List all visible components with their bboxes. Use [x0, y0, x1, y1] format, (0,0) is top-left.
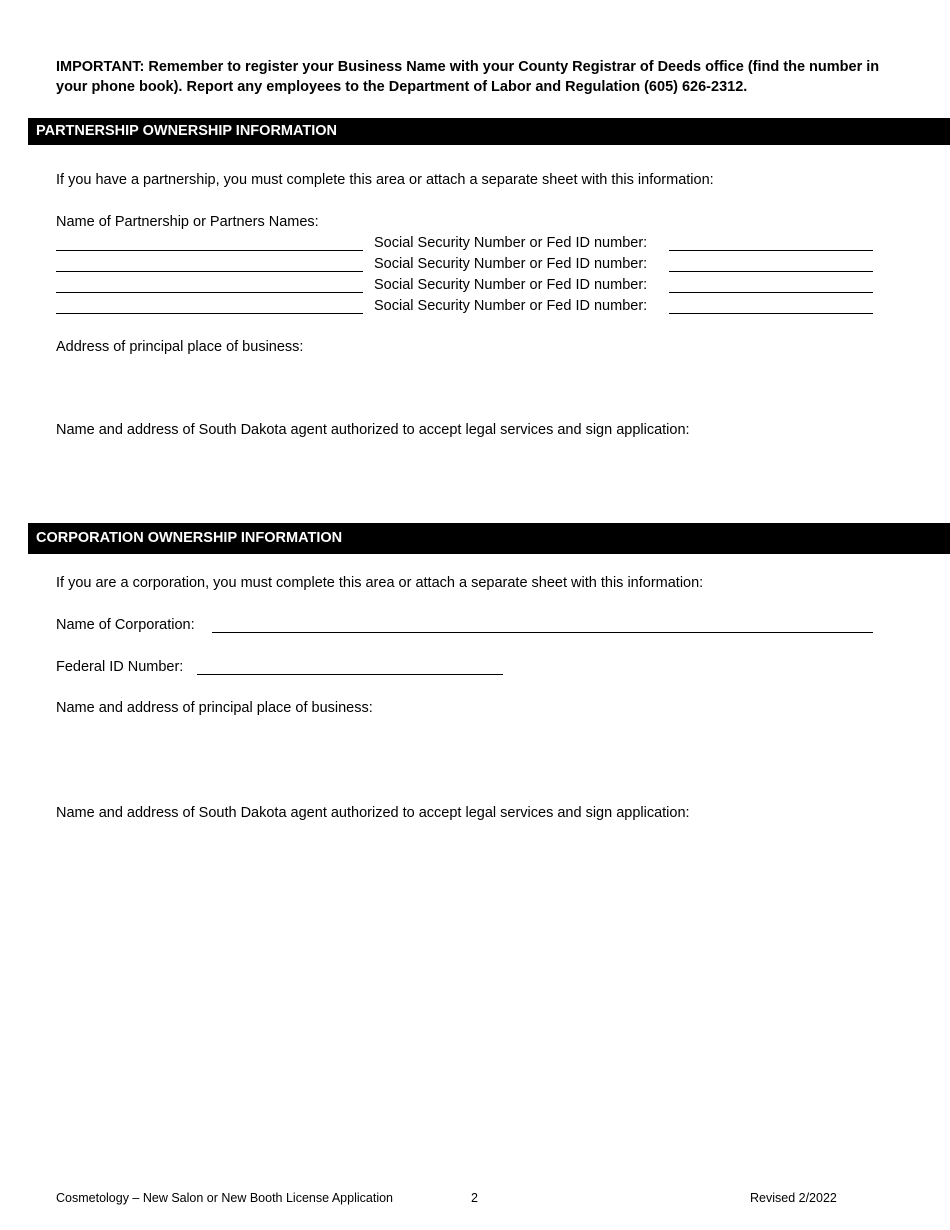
footer-page-number: 2	[471, 1191, 478, 1205]
partner-name-field-4[interactable]	[56, 313, 363, 314]
partner-ssn-field-3[interactable]	[669, 292, 873, 293]
partner-ssn-label-1: Social Security Number or Fed ID number:	[374, 235, 648, 251]
partner-name-field-3[interactable]	[56, 292, 363, 293]
partner-name-field-2[interactable]	[56, 271, 363, 272]
important-notice: IMPORTANT: Remember to register your Business Name with your County Registrar of Deeds office (find the number in your phone book). Report any employees to the Department of Labor and Regulation (605) 626-2312.	[56, 59, 880, 95]
corporation-address-label: Name and address of principal place of business:	[56, 700, 373, 716]
corporation-agent-label: Name and address of South Dakota agent authorized to accept legal services and sign application:	[56, 805, 690, 821]
partner-ssn-label-4: Social Security Number or Fed ID number:	[374, 298, 648, 314]
partnership-address-label: Address of principal place of business:	[56, 339, 304, 355]
corporation-name-label: Name of Corporation:	[56, 617, 195, 633]
partnership-intro: If you have a partnership, you must complete this area or attach a separate sheet with this information:	[56, 172, 714, 188]
corporation-intro: If you are a corporation, you must complete this area or attach a separate sheet with this information:	[56, 575, 704, 591]
footer-revised: Revised 2/2022	[750, 1191, 837, 1205]
corporation-name-field[interactable]	[212, 632, 873, 633]
corporation-fedid-label: Federal ID Number:	[56, 659, 184, 675]
partner-ssn-label-2: Social Security Number or Fed ID number:	[374, 256, 648, 272]
corporation-section-header: CORPORATION OWNERSHIP INFORMATION	[28, 523, 950, 554]
partner-ssn-field-4[interactable]	[669, 313, 873, 314]
footer-title: Cosmetology – New Salon or New Booth License Application	[56, 1191, 393, 1205]
partner-name-field-1[interactable]	[56, 250, 363, 251]
partner-ssn-field-1[interactable]	[669, 250, 873, 251]
partner-ssn-label-3: Social Security Number or Fed ID number:	[374, 277, 648, 293]
partnership-section-header: PARTNERSHIP OWNERSHIP INFORMATION	[28, 118, 950, 145]
corporation-fedid-field[interactable]	[197, 674, 503, 675]
partnership-agent-label: Name and address of South Dakota agent authorized to accept legal services and sign application:	[56, 422, 690, 438]
partnership-names-label: Name of Partnership or Partners Names:	[56, 214, 319, 230]
partner-ssn-field-2[interactable]	[669, 271, 873, 272]
